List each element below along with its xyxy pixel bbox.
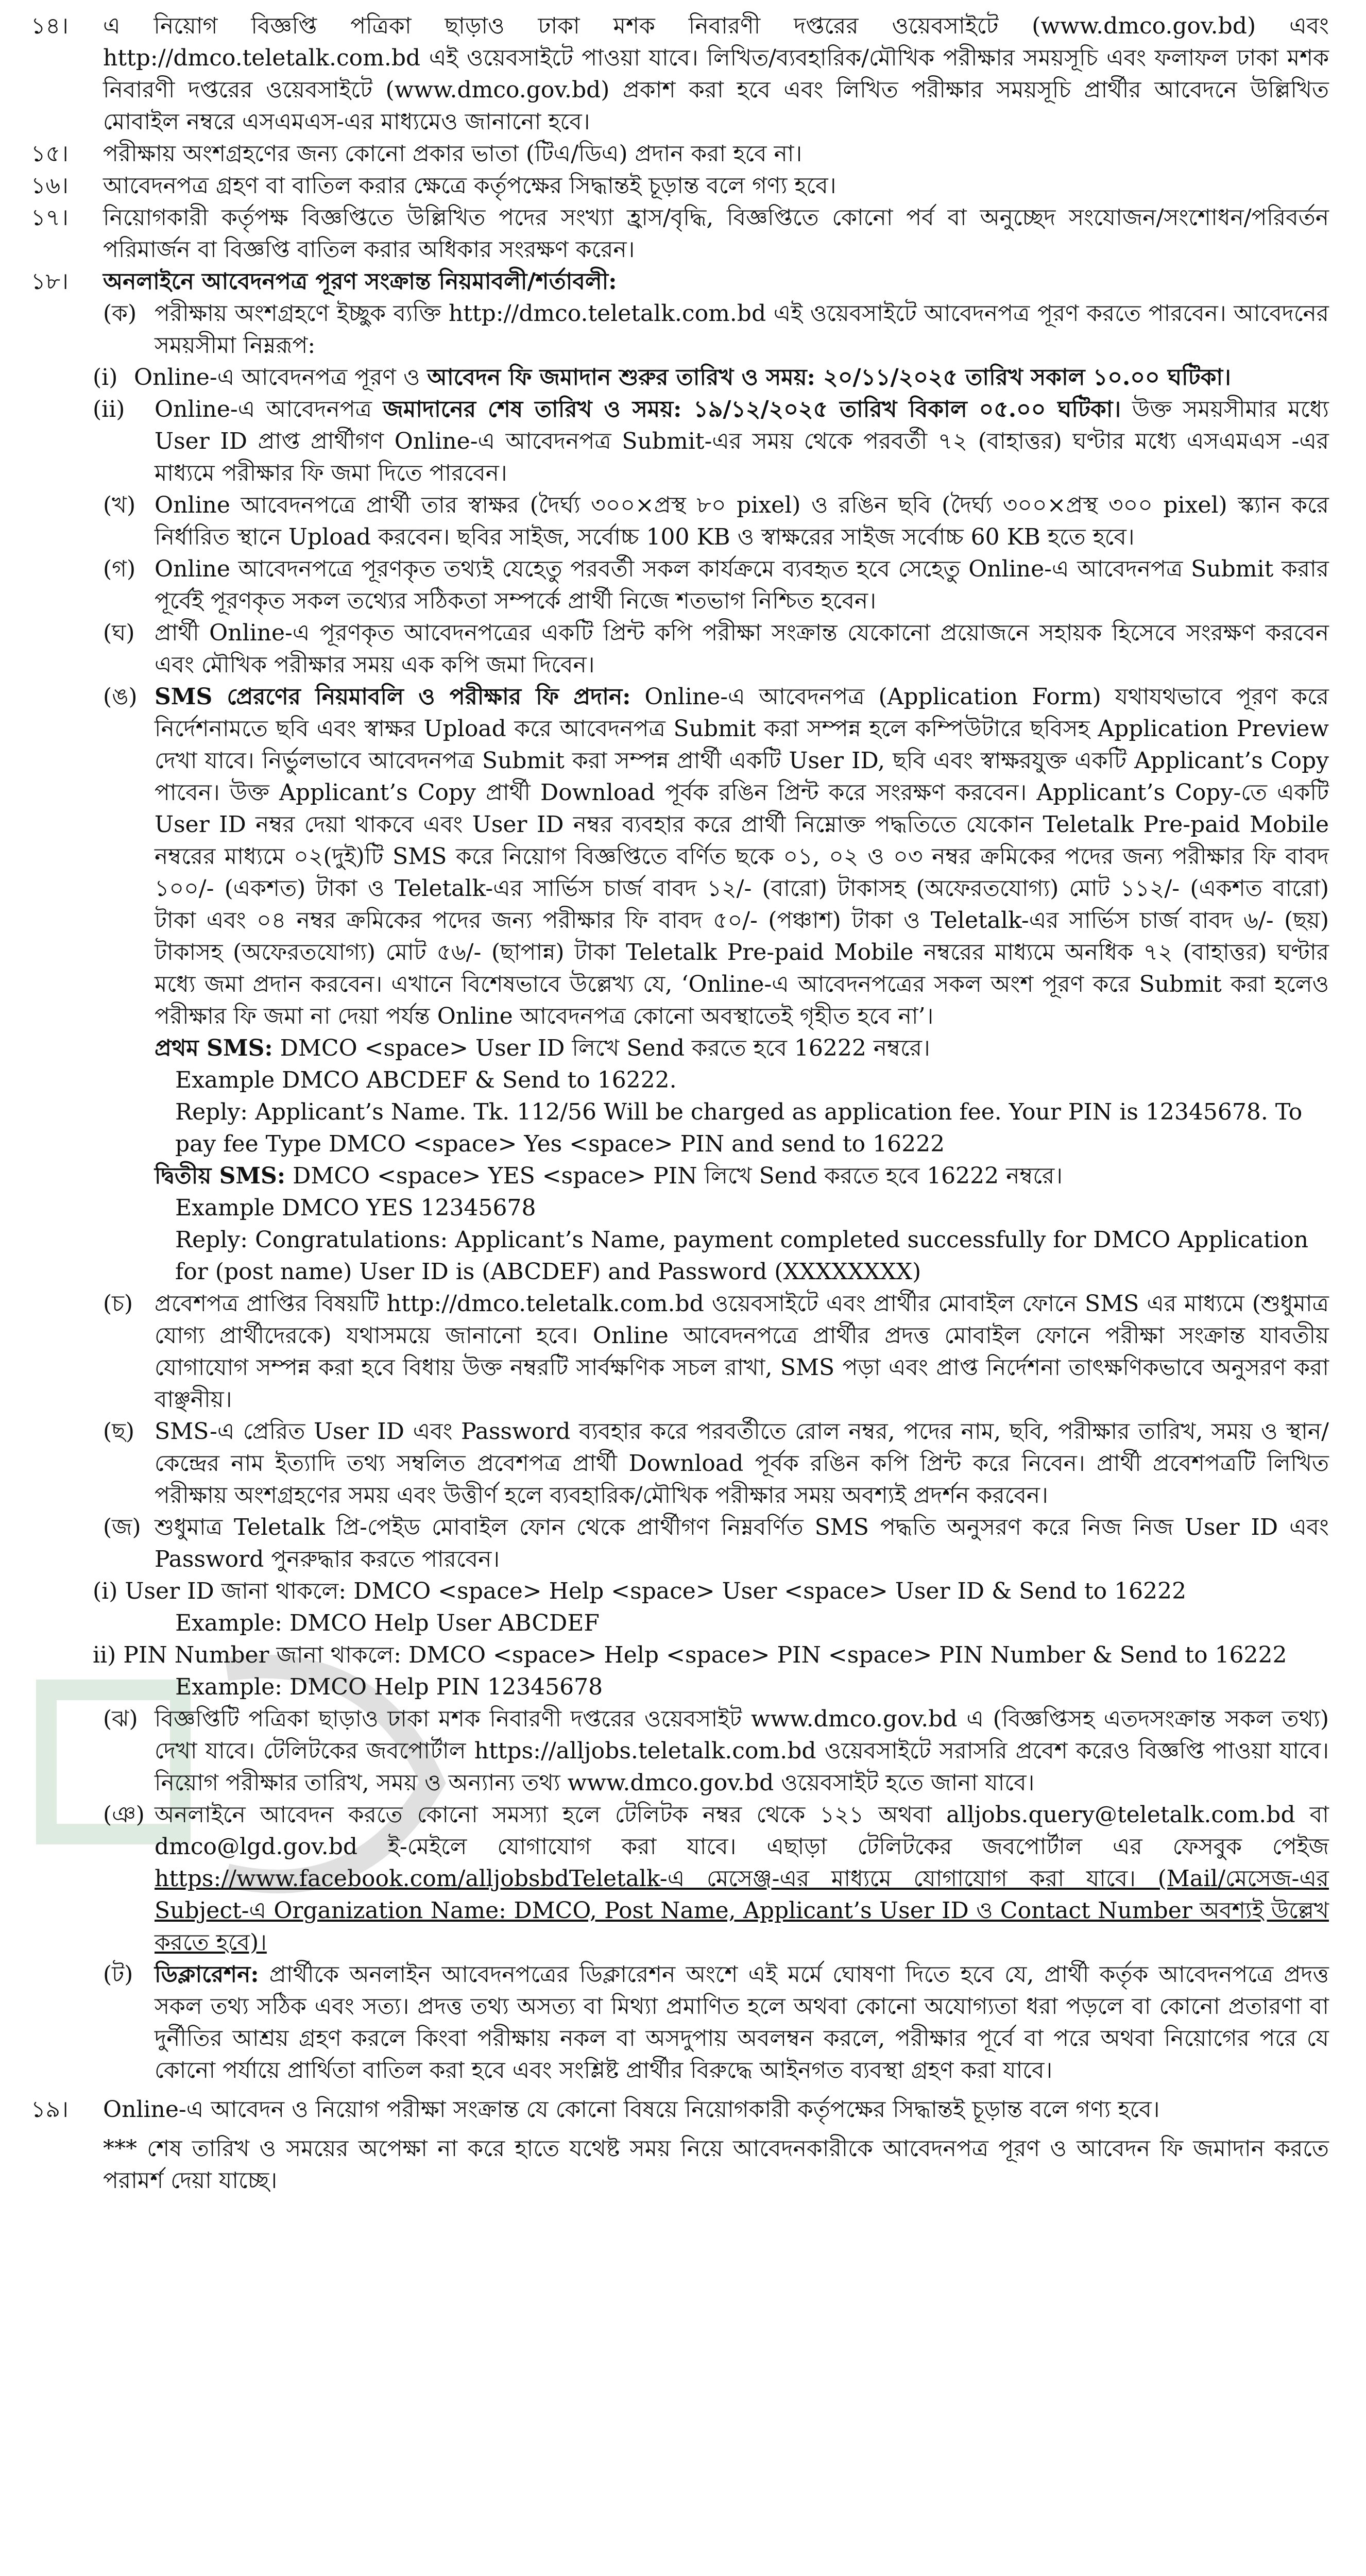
item-text: Online-এ আবেদন ও নিয়োগ পরীক্ষা সংক্রান্ত যে কোনো বিষয়ে নিয়োগকারী কর্তৃপক্ষের সিদ্ধান্তই চূড়ান্ত বলে গণ্য হবে। — [103, 2096, 1160, 2123]
item-text: পরীক্ষায় অংশগ্রহণের জন্য কোনো প্রকার ভাতা (টিএ/ডিএ) প্রদান করা হবে না। — [103, 141, 802, 167]
clause-ja-i-example: Example: DMCO Help User ABCDEF — [175, 1610, 600, 1636]
clause-ka: (ক) পরীক্ষায় অংশগ্রহণে ইচ্ছুক ব্যক্তি http://dmco.teletalk.com.bd এই ওয়েবসাইটে আবেদনপত্র পূরণ করতে পারবেন। আবেদনের সময়সীমা নিম্নরূপ: — [103, 300, 1329, 359]
clause-ka-ii: (ii) Online-এ আবেদনপত্র জমাদানের শেষ তারিখ ও সময়: ১৯/১২/২০২৫ তারিখ বিকাল ০৫.০০ ঘটিকা। উক্ত সময়সীমার মধ্যে User ID প্রাপ্ত প্রার্থীগণ Online-এ আবেদনপত্র Submit-এর সময় থেকে পরবর্তী ৭২ (বাহাত্তর) ঘণ্টার মধ্যে এসএমএস -এর মাধ্যমে পরীক্ষার ফি জমা দিতে পারবেন। — [93, 396, 1329, 486]
sms-second: দ্বিতীয় SMS: DMCO <space> YES <space> PIN লিখে Send করতে হবে 16222 নম্বরে। — [155, 1163, 1063, 1189]
item-15 — [31, 138, 1329, 170]
clause-ja: (জ) শুধুমাত্র Teletalk প্রি-পেইড মোবাইল ফোন থেকে প্রার্থীগণ নিম্নবর্ণিত SMS পদ্ধতি অনুসরণ করে নিজ নিজ User ID এবং Password পুনরুদ্ধার করতে পারবেন। — [103, 1514, 1329, 1572]
item-number: ১৯। — [31, 2096, 69, 2123]
clause-nio: (ঞ) অনলাইনে আবেদন করতে কোনো সমস্যা হলে টেলিটক নম্বর থেকে ১২১ অথবা alljobs.query@teletalk.com.bd বা dmco@lgd.gov.bd ই-মেইলে যোগাযোগ করা যাবে। এছাড়া টেলিটকের জবপোর্টাল এর ফেসবুক পেইজ https://www.facebook.com/alljobsbdTeletalk-এ মেসেঞ্জ-এর মাধ্যমে যোগাযোগ করা যাবে। (Mail/মেসেজ-এর Subject-এ Organization Name: DMCO, Post Name, Applicant’s User ID ও Contact Number অবশ্যই উল্লেখ করতে হবে)। — [103, 1802, 1329, 1956]
notice-document — [31, 0, 1329, 2576]
clause-kha: (খ) Online আবেদনপত্রে প্রার্থী তার স্বাক্ষর (দৈর্ঘ্য ৩০০×প্রস্থ ৮০ pixel) ও রঙিন ছবি (দৈর্ঘ্য ৩০০×প্রস্থ ৩০০ pixel) স্ক্যান করে নির্ধারিত স্থানে Upload করবেন। ছবির সাইজ, সর্বোচ্চ 100 KB ও স্বাক্ষরের সাইজ সর্বোচ্চ 60 KB হতে হবে। — [103, 492, 1329, 550]
item-16 — [31, 170, 1329, 202]
sms-first: প্রথম SMS: DMCO <space> User ID লিখে Send করতে হবে 16222 নম্বরে। — [155, 1035, 930, 1061]
clause-ja-ii: ii) PIN Number জানা থাকলে: DMCO <space> Help <space> PIN <space> PIN Number & Send to 16222 — [93, 1642, 1287, 1668]
item-text: এ নিয়োগ বিজ্ঞপ্তি পত্রিকা ছাড়াও ঢাকা মশক নিবারণী দপ্তরের ওয়েবসাইটে (www.dmco.gov.bd) এবং http://dmco.teletalk.com.bd এই ওয়েবসাইটে পাওয়া যাবে। লিখিত/ব্যবহারিক/মৌখিক পরীক্ষার সময়সূচি এবং ফলাফল ঢাকা মশক নিবারণী দপ্তরের ওয়েবসাইটে (www.dmco.gov.bd) প্রকাশ করা হবে এবং লিখিত পরীক্ষার সময়সূচি প্রার্থীর আবেদনে উল্লিখিত মোবাইল নম্বরে এসএমএস-এর মাধ্যমেও জানানো হবে। — [103, 13, 1329, 135]
item-text: আবেদনপত্র গ্রহণ বা বাতিল করার ক্ষেত্রে কর্তৃপক্ষের সিদ্ধান্তই চূড়ান্ত বলে গণ্য হবে। — [103, 173, 836, 199]
clause-jha: (ঝ) বিজ্ঞপ্তিটি পত্রিকা ছাড়াও ঢাকা মশক নিবারণী দপ্তরের ওয়েবসাইট www.dmco.gov.bd এ (বিজ্ঞপ্তিসহ এতদসংক্রান্ত সকল তথ্য) দেখা যাবে। টেলিটকের জবপোর্টাল https://alljobs.teletalk.com.bd ওয়েবসাইটে সরাসরি প্রবেশ করেও বিজ্ঞপ্তি পাওয়া যাবে। নিয়োগ পরীক্ষার তারিখ, সময় ও অন্যান্য তথ্য www.dmco.gov.bd ওয়েবসাইট হতে জানা যাবে। — [103, 1706, 1329, 1796]
item-text: নিয়োগকারী কর্তৃপক্ষ বিজ্ঞপ্তিতে উল্লিখিত পদের সংখ্যা হ্রাস/বৃদ্ধি, বিজ্ঞপ্তিতে কোনো পর্ব বা অনুচ্ছেদ সংযোজন/সংশোধন/পরিবর্তন পরিমার্জন বা বিজ্ঞপ্তি বাতিল করার অধিকার সংরক্ষণ করেন। — [103, 205, 1329, 263]
facebook-link[interactable]: https://www.facebook.com/alljobsbdTeletalk-এ মেসেঞ্জ-এর মাধ্যমে যোগাযোগ করা যাবে। (Mail/মেসেজ-এর Subject-এ Organization Name: DMCO, Post Name, Applicant’s User ID ও Contact Number অবশ্যই উল্লেখ করতে হবে)। — [155, 1866, 1329, 1956]
clause-chha: (ছ) SMS-এ প্রেরিত User ID এবং Password ব্যবহার করে পরবর্তীতে রোল নম্বর, পদের নাম, ছবি, পরীক্ষার তারিখ, সময় ও স্থান/কেন্দ্রের নাম ইত্যাদি তথ্য সম্বলিত প্রবেশপত্র প্রার্থী Download পূর্বক রঙিন কপি প্রিন্ট করে নিবেন। প্রার্থী প্রবেশপত্রটি লিখিত পরীক্ষায় অংশগ্রহণের সময় এবং উত্তীর্ণ হলে ব্যবহারিক/মৌখিক পরীক্ষার সময় অবশ্যই প্রদর্শন করবেন। — [103, 1418, 1329, 1509]
item-14 — [31, 10, 1329, 138]
clause-uo: (ঙ) SMS প্রেরণের নিয়মাবলি ও পরীক্ষার ফি প্রদান: Online-এ আবেদনপত্র (Application Form) যথাযথভাবে পূরণ করে নির্দেশনামতে ছবি এবং স্বাক্ষর Upload করে আবেদনপত্র Submit করা সম্পন্ন হলে কম্পিউটারে ছবিসহ Application Preview দেখা যাবে। নির্ভুলভাবে আবেদনপত্র Submit করা সম্পন্ন প্রার্থী একটি User ID, ছবি এবং স্বাক্ষরযুক্ত একটি Applicant’s Copy পাবেন। উক্ত Applicant’s Copy প্রার্থী Download পূর্বক রঙিন প্রিন্ট করে সংরক্ষণ করবেন। Applicant’s Copy-তে একটি User ID নম্বর দেয়া থাকবে এবং User ID নম্বর ব্যবহার করে প্রার্থী নিম্নোক্ত পদ্ধতিতে যেকোন Teletalk Pre-paid Mobile নম্বরের মাধ্যমে ০২(দুই)টি SMS করে নিয়োগ বিজ্ঞপ্তিতে বর্ণিত ছকে ০১, ০২ ও ০৩ নম্বর ক্রমিকের পদের জন্য পরীক্ষার ফি বাবদ ১০০/- (একশত) টাকা ও Teletalk-এর সার্ভিস চার্জ বাবদ ১২/- (বারো) টাকাসহ (অফেরতযোগ্য) মোট ১১২/- (একশত বারো) টাকা এবং ০৪ নম্বর ক্রমিকের পদের জন্য পরীক্ষার ফি বাবদ ৫০/- (পঞ্চাশ) টাকা ও Teletalk-এর সার্ভিস চার্জ বাবদ ৬/- (ছয়) টাকাসহ (অফেরতযোগ্য) মোট ৫৬/- (ছাপান্ন) টাকা Teletalk Pre-paid Mobile নম্বরের মাধ্যমে অনধিক ৭২ (বাহাত্তর) ঘণ্টার মধ্যে জমা প্রদান করবেন। এখানে বিশেষভাবে উল্লেখ্য যে, ‘Online-এ আবেদনপত্রের সকল অংশ পূরণ করে Submit করা হলেও পরীক্ষার ফি জমা না দেয়া পর্যন্ত Online আবেদনপত্র কোনো অবস্থাতেই গৃহীত হবে না’। — [103, 684, 1329, 1029]
item-19 — [31, 2094, 1329, 2126]
sms-second-example: Example DMCO YES 12345678 — [175, 1195, 536, 1221]
clause-ga: (গ) Online আবেদনপত্রে পূরণকৃত তথ্যই যেহেতু পরবর্তী সকল কার্যক্রমে ব্যবহৃত হবে সেহেতু Online-এ আবেদনপত্র Submit করার পূর্বেই পূরণকৃত সকল তথ্যের সঠিকতা সম্পর্কে প্রার্থী নিজে শতভাগ নিশ্চিত হবেন। — [103, 556, 1329, 614]
item-heading: অনলাইনে আবেদনপত্র পূরণ সংক্রান্ত নিয়মাবলী/শর্তাবলী: — [103, 268, 617, 295]
item-number: ১৭। — [31, 205, 69, 231]
item-number: ১৪। — [31, 13, 69, 39]
clause-gha: (ঘ) প্রার্থী Online-এ পূরণকৃত আবেদনপত্রের একটি প্রিন্ট কপি পরীক্ষা সংক্রান্ত যেকোনো প্রয়োজনে সহায়ক হিসেবে সংরক্ষণ করবেন এবং মৌখিক পরীক্ষার সময় এক কপি জমা দিবেন। — [103, 620, 1329, 678]
item-number: ১৬। — [31, 173, 69, 199]
clause-ka-i: (i) Online-এ আবেদনপত্র পূরণ ও আবেদন ফি জমাদান শুরুর তারিখ ও সময়: ২০/১১/২০২৫ তারিখ সকাল ১০.০০ ঘটিকা। — [93, 364, 1231, 391]
item-number: ১৫। — [31, 141, 69, 167]
clause-ja-i: (i) User ID জানা থাকলে: DMCO <space> Help <space> User <space> User ID & Send to 16222 — [93, 1578, 1187, 1604]
clause-ja-ii-example: Example: DMCO Help PIN 12345678 — [175, 1674, 603, 1700]
item-17 — [31, 202, 1329, 266]
clause-cha: (চ) প্রবেশপত্র প্রাপ্তির বিষয়টি http://dmco.teletalk.com.bd ওয়েবসাইটে এবং প্রার্থীর মোবাইল ফোনে SMS এর মাধ্যমে (শুধুমাত্র যোগ্য প্রার্থীদেরকে) যথাসময়ে জানানো হবে। Online আবেদনপত্রে প্রার্থীর প্রদত্ত মোবাইল ফোনে পরীক্ষা সংক্রান্ত যাবতীয় যোগাযোগ সম্পন্ন করা হবে বিধায় উক্ত নম্বরটি সার্বক্ষণিক সচল রাখা, SMS পড়া এবং প্রাপ্ত নির্দেশনা তাৎক্ষণিকভাবে অনুসরণ করা বাঞ্ছনীয়। — [103, 1291, 1329, 1413]
item-number: ১৮। — [31, 268, 69, 295]
clause-ta: (ট) ডিক্লারেশন: প্রার্থীকে অনলাইন আবেদনপত্রের ডিক্লারেশন অংশে এই মর্মে ঘোষণা দিতে হবে যে, প্রার্থী কর্তৃক আবেদনপত্রে প্রদত্ত সকল তথ্য সঠিক এবং সত্য। প্রদত্ত তথ্য অসত্য বা মিথ্যা প্রমাণিত হলে অথবা কোনো অযোগ্যতা ধরা পড়লে বা কোনো প্রতারণা বা দুর্নীতির আশ্রয় গ্রহণ করলে কিংবা পরীক্ষায় নকল বা অসদুপায় অবলম্বন করলে, পরীক্ষার পূর্বে বা পরে অথবা নিয়োগের পরে যে কোনো পর্যায়ে প্রার্থিতা বাতিল করা হবে এবং সংশ্লিষ্ট প্রার্থীর বিরুদ্ধে আইনগত ব্যবস্থা গ্রহণ করা যাবে। — [103, 1961, 1329, 2083]
sms-first-example: Example DMCO ABCDEF & Send to 16222. — [175, 1067, 677, 1093]
sms-second-reply: Reply: Congratulations: Applicant’s Name, payment completed successfully for DMCO Application for (post name) User ID is (ABCDEF) and Password (XXXXXXXX) — [175, 1227, 1309, 1285]
sms-first-reply: Reply: Applicant’s Name. Tk. 112/56 Will be charged as application fee. Your PIN is 12345678. To pay fee Type DMCO <space> Yes <space> PIN and send to 16222 — [175, 1099, 1303, 1157]
advisory-note: *** শেষ তারিখ ও সময়ের অপেক্ষা না করে হাতে যথেষ্ট সময় নিয়ে আবেদনকারীকে আবেদনপত্র পূরণ ও আবেদন ফি জমাদান করতে পরামর্শ দেয়া যাচ্ছে। — [103, 2136, 1329, 2194]
item-18 — [31, 266, 1329, 298]
